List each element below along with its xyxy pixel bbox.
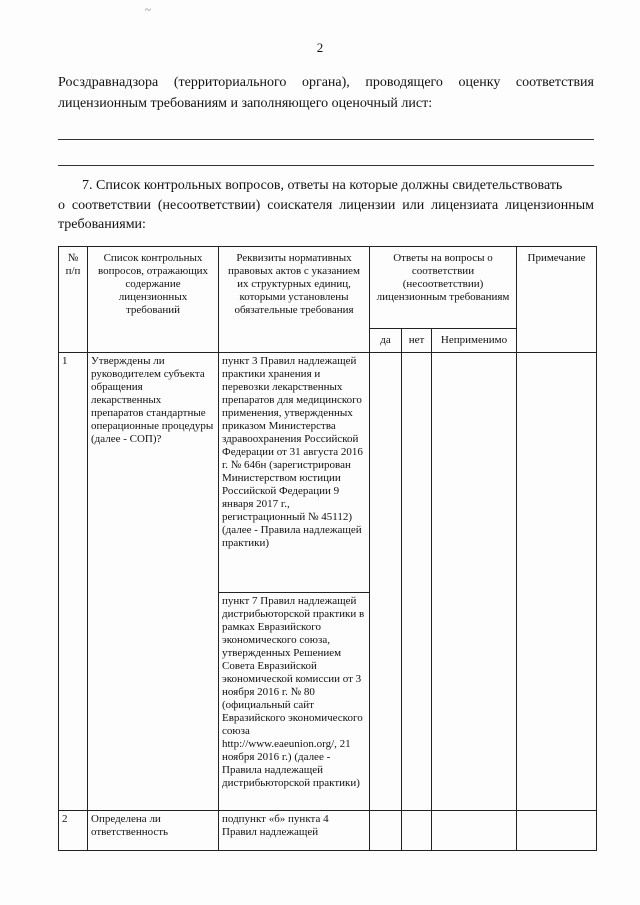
- row1-yes-cell[interactable]: [370, 353, 402, 811]
- table-row: [59, 353, 597, 593]
- row1-no-cell[interactable]: [402, 353, 432, 811]
- row2-num: 2: [59, 811, 88, 851]
- row1-question: Утверждены ли руководителем субъекта обращения лекарственных препаратов стандартные операционные процедуры (далее - СОП)?: [88, 353, 219, 811]
- row1-na-cell[interactable]: [432, 353, 517, 811]
- header-no: нет: [402, 329, 432, 353]
- row2-question: Определена ли ответственность: [88, 811, 219, 851]
- header-num: № п/п: [59, 247, 88, 353]
- row1-requisite-2: пункт 7 Правил надлежащей дистрибьюторской практики в рамках Евразийского экономического союза, утвержденных Решением Совета Евразийской экономической комиссии от 3 ноября 2016 г. № 80 (официальный сайт Евразийского экономического союза http://www.eaeunion.org/, 21 ноября 2016 г.) (далее - Правила надлежащей дистрибьюторской практики): [219, 593, 370, 811]
- fill-line-1: [58, 139, 594, 140]
- scan-mark: ~: [145, 4, 151, 16]
- header-questions: Список контрольных вопросов, отражающих содержание лицензионных требований: [88, 247, 219, 353]
- checklist-table: [58, 246, 597, 851]
- fill-line-2: [58, 165, 594, 166]
- table-row: [59, 811, 597, 851]
- section-line-1: 7. Список контрольных вопросов, ответы на которые должны свидетельствовать: [82, 178, 563, 193]
- row1-note-cell[interactable]: [517, 353, 597, 811]
- section-line-2: о соответствии (несоответствии) соискателя лицензии или лицензиата лицензионным требованиями:: [58, 197, 594, 232]
- header-row: [59, 247, 597, 329]
- row2-note-cell[interactable]: [517, 811, 597, 851]
- row1-requisite-1: пункт 3 Правил надлежащей практики хранения и перевозки лекарственных препаратов для медицинского применения, утвержденных приказом Министерства здравоохранения Российской Федерации от 31 августа 2016 г. № 646н (зарегистрирован Министерством юстиции Российской Федерации 9 января 2017 г., регистрационный № 45112) (далее - Правила надлежащей практики): [219, 353, 370, 593]
- header-yes: да: [370, 329, 402, 353]
- header-note: Примечание: [517, 247, 597, 353]
- row2-no-cell[interactable]: [402, 811, 432, 851]
- row2-requisite: подпункт «б» пункта 4 Правил надлежащей: [219, 811, 370, 851]
- row2-yes-cell[interactable]: [370, 811, 402, 851]
- header-requisites: Реквизиты нормативных правовых актов с указанием их структурных единиц, которыми установлены обязательные требования: [219, 247, 370, 353]
- section-7-heading: [58, 176, 594, 235]
- header-na: Неприменимо: [432, 329, 517, 353]
- header-answers: Ответы на вопросы о соответствии (несоответствии) лицензионным требованиям: [370, 247, 517, 329]
- page-number: 2: [316, 40, 324, 55]
- row1-num: 1: [59, 353, 88, 811]
- intro-text: Росздравнадзора (территориального органа), проводящего оценку соответствия лицензионным требованиям и заполняющего оценочный лист:: [58, 75, 594, 111]
- row2-na-cell[interactable]: [432, 811, 517, 851]
